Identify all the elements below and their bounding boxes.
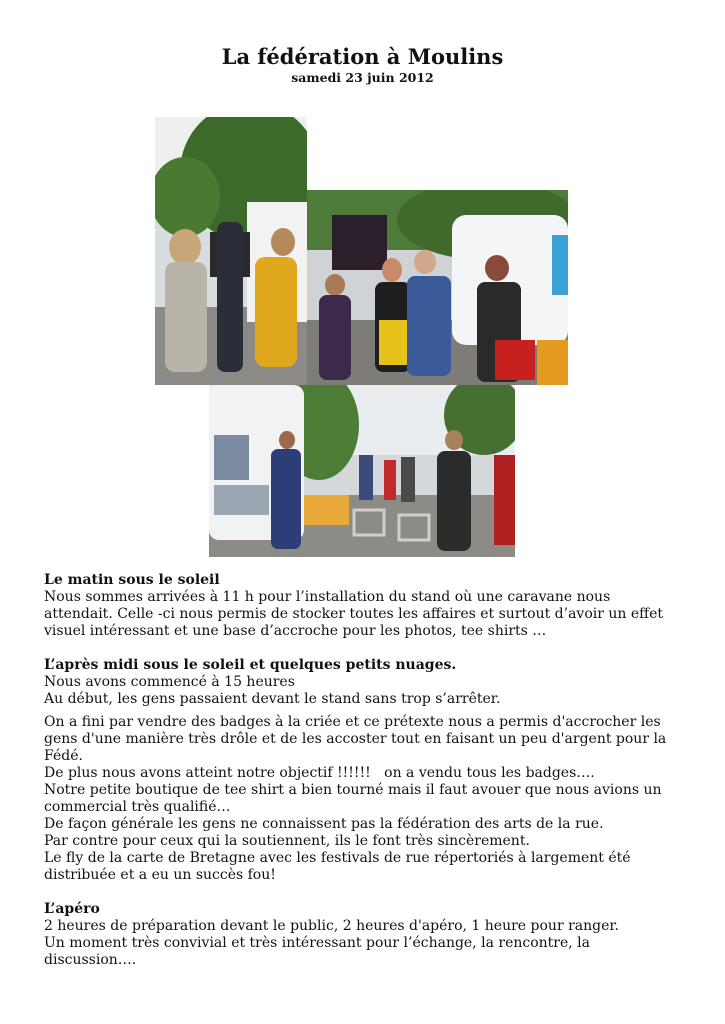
paragraph-line: Au début, les gens passaient devant le stand sans trop s’arrêter. bbox=[44, 691, 501, 707]
paragraph-line: Le fly de la carte de Bretagne avec les festivals de rue répertoriés à largement été bbox=[44, 850, 631, 866]
paragraph-line: commercial très qualifié… bbox=[44, 799, 231, 815]
paragraph-line: Nous avons commencé à 15 heures bbox=[44, 674, 295, 690]
paragraph-line: discussion…. bbox=[44, 952, 137, 968]
paragraph-line: 2 heures de préparation devant le public, 2 heures d'apéro, 1 heure pour ranger. bbox=[44, 918, 619, 934]
paragraph-line: Fédé. bbox=[44, 748, 83, 764]
section-heading: Le matin sous le soleil bbox=[44, 572, 220, 588]
photo-stand-group-right bbox=[307, 190, 568, 385]
paragraph-line: visuel intéressant et une base d’accroche pour les photos, tee shirts … bbox=[44, 623, 547, 639]
paragraph-line: attendait. Celle -ci nous permis de stocker toutes les affaires et surtout d’avoir un effet bbox=[44, 606, 664, 622]
page-date: samedi 23 juin 2012 bbox=[291, 70, 434, 85]
paragraph-line: On a fini par vendre des badges à la criée et ce prétexte nous a permis d'accrocher les bbox=[44, 714, 661, 730]
paragraph-line: Par contre pour ceux qui la soutiennent, ils le font très sincèrement. bbox=[44, 833, 530, 849]
paragraph-line: gens d'une manière très drôle et de les accoster tout en faisant un peu d'argent pour la bbox=[44, 731, 667, 747]
paragraph-line: distribuée et a eu un succès fou! bbox=[44, 867, 276, 883]
photo-stand-group-left bbox=[155, 117, 307, 385]
paragraph-line: Un moment très convivial et très intéressant pour l’échange, la rencontre, la bbox=[44, 935, 590, 951]
paragraph-line: Nous sommes arrivées à 11 h pour l’installation du stand où une caravane nous bbox=[44, 589, 611, 605]
paragraph-line: De façon générale les gens ne connaissent pas la fédération des arts de la rue. bbox=[44, 816, 604, 832]
article-body bbox=[44, 572, 684, 969]
page-title: La fédération à Moulins bbox=[221, 44, 504, 69]
section-heading: L’après midi sous le soleil et quelques petits nuages. bbox=[44, 657, 457, 673]
section-heading: L’apéro bbox=[44, 901, 100, 917]
paragraph-line: Notre petite boutique de tee shirt a bien tourné mais il faut avouer que nous avions un bbox=[44, 782, 662, 798]
photo-caravan-scene bbox=[209, 385, 515, 557]
paragraph-line: De plus nous avons atteint notre objectif !!!!!! on a vendu tous les badges…. bbox=[44, 765, 595, 781]
